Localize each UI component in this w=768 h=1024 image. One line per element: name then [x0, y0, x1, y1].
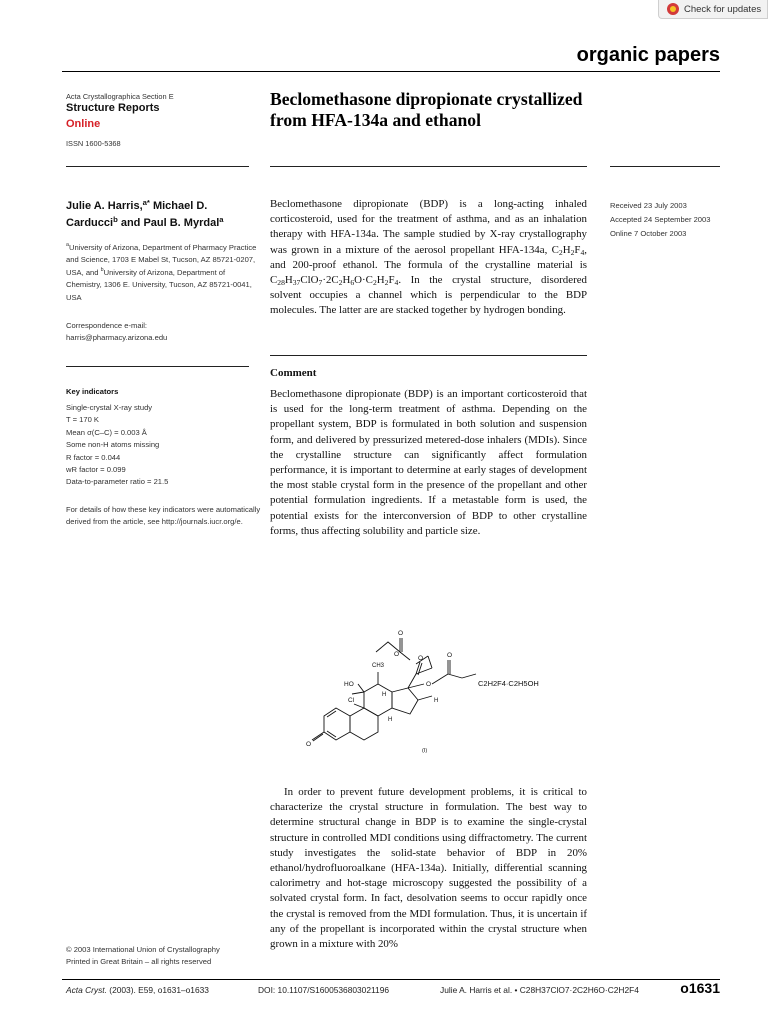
author-name: Michael D.: [149, 200, 208, 212]
key-indicators-title: Key indicators: [66, 387, 119, 396]
key-indicator-item: T = 170 K: [66, 415, 100, 425]
methyl-label: CH3: [372, 663, 385, 669]
check-for-updates-button[interactable]: [658, 0, 768, 19]
key-indicators-note: For details of how these key indicators were automatically derived from the article, see http://journals.iucr.org/e.: [66, 505, 261, 527]
comment-paragraph: In order to prevent future development problems, it is critical to characterize the crystal structure in formulation. The best way to determine structural change in BDP is to examine the single-crystal structure in controlled MDI conditions using diffractometry. The current study investigates the solid-state behavior of BDP in 20% ethanol/hydrofluoroalkane (HFA-134a). Initially, differential scanning calorimetry and hot-stage microscopy suggested the possibility of a solvated crystal form. In fact, desolvation seems to occur rapidly once the crystal is removed from the MDI formulation. Thus, it is uncertain if any of the propellant is incorporated within the crystal structure when grown in a mixture with 20%: [270, 786, 587, 951]
accepted-date: Accepted 24 September 2003: [610, 215, 711, 224]
subscript: 2: [570, 247, 575, 257]
footer-doi[interactable]: DOI: 10.1107/S1600536803021196: [258, 985, 390, 995]
hydrogen-label: H: [388, 717, 393, 723]
author-name: Carducci: [66, 217, 114, 229]
abstract-text: ClO: [300, 274, 319, 287]
subscript: 28: [277, 278, 285, 288]
author-name: and Paul B. Myrdal: [117, 217, 220, 229]
affiliation-text: University of Arizona, Department of Pharmacy Practice and Science, 1703 E Mabel St, Tucson, AZ 85721-0207, USA, and: [66, 243, 257, 277]
abstract-text: O·C: [354, 274, 373, 287]
abstract-text: , and 200-proof ethanol. The formula of the crystalline material is C: [270, 243, 587, 287]
header-divider: [62, 71, 720, 72]
footer-formula: C28H37ClO7·2C2H6O·C2H2F4: [519, 985, 639, 995]
copyright-line: Printed in Great Britain – all rights reserved: [66, 957, 212, 967]
hydrogen-label: H: [382, 692, 387, 698]
author-affiliation-mark: b: [113, 215, 118, 224]
correspondence-label: Correspondence e-mail:: [66, 321, 148, 330]
chemical-structure-diagram: [296, 604, 596, 764]
abstract-text: . In the crystal structure, disordered solvent occupies a channel which is perpendicular to the BDP molecules. The latter are are stacked together by hydrogen bonding.: [270, 274, 587, 317]
affiliation-text: University of Arizona, Department of Chemistry, 1306 E. University, Tucson, AZ 85721-0041, USA: [66, 267, 252, 302]
section-header: organic papers: [576, 44, 720, 66]
key-indicator-item: wR factor = 0.099: [66, 465, 126, 475]
subscript: 2: [338, 278, 343, 288]
chlorine-label: Cl: [348, 697, 355, 704]
author-name: Julie A. Harris,: [66, 200, 143, 212]
check-for-updates-label: Check for updates: [684, 3, 762, 15]
affiliations: [66, 242, 258, 304]
footer-year-pages: (2003). E59, o1631–o1633: [106, 985, 209, 995]
title-line: from HFA-134a and ethanol: [270, 110, 481, 130]
footer-separator: •: [512, 985, 520, 995]
oxygen-atom-label: O: [447, 652, 453, 659]
correspondence-email-link[interactable]: harris@pharmacy.arizona.edu: [66, 333, 168, 343]
comment-paragraph: Beclomethasone dipropionate (BDP) is an important corticosteroid that is used for the long-term treatment of asthma. Depending on the propellant system, BDP is formulated in both solution and suspension form, and delivered by pressurized metered-dose inhalers (MDIs). Since the crystalline structure can significantly affect formulation performance, it is important to determine at early stages of development the most stable crystal form in the presence of the propellant and other potential formulation ingredients. If a metastable form is used, the potential exists for the interconversion of BDP to other crystalline forms, thus affecting solubility and particle size.: [270, 388, 587, 537]
subscript: 2: [384, 278, 389, 288]
footer-authors: [440, 985, 639, 995]
affiliation-mark: b: [100, 266, 104, 273]
subscript: 37: [292, 278, 301, 288]
copyright: [66, 944, 266, 969]
journal-name: Acta Crystallographica Section E: [66, 92, 174, 101]
abstract-text: H: [376, 274, 385, 287]
key-indicator-item: Some non-H atoms missing: [66, 440, 160, 450]
subscript: 2: [558, 247, 563, 257]
author-affiliation-mark: a: [219, 215, 224, 224]
key-indicator-item: R factor = 0.044: [66, 452, 121, 462]
abstract-text: H: [342, 274, 351, 287]
divider: [66, 166, 249, 167]
key-indicators-list: [66, 402, 256, 489]
journal-online-label: Online: [66, 118, 101, 130]
subscript: 4: [580, 247, 585, 257]
oxygen-atom-label: O: [306, 741, 312, 748]
compound-label: (I): [422, 748, 428, 754]
article-title: [270, 89, 670, 131]
key-indicator-item: Data-to-parameter ratio = 21.5: [66, 477, 169, 487]
subscript: 4: [394, 278, 399, 288]
subscript: 7: [318, 278, 323, 288]
hydrogen-label: H: [434, 698, 439, 704]
author-affiliation-mark: a*: [142, 198, 150, 207]
divider: [270, 355, 587, 356]
solvent-formula-label: C2H2F4·C2H5OH: [478, 679, 539, 688]
abstract-text: H: [562, 243, 571, 256]
abstract-text: F: [574, 243, 581, 256]
received-date: Received 23 July 2003: [610, 201, 687, 210]
oxygen-atom-label: O: [426, 681, 432, 688]
article-dates: [610, 199, 728, 241]
divider: [66, 366, 249, 367]
correspondence: [66, 320, 256, 345]
footer-author-text: Julie A. Harris et al.: [440, 985, 513, 995]
footer-divider: [62, 979, 720, 980]
footer-journal-name: Acta Cryst.: [66, 985, 107, 995]
divider: [610, 166, 720, 167]
oxygen-atom-label: O: [398, 630, 404, 637]
oxygen-atom-label: O: [394, 651, 400, 658]
abstract-text: H: [284, 274, 293, 287]
abstract-text: F: [388, 274, 395, 287]
key-indicator-item: Single-crystal X-ray study: [66, 403, 153, 412]
author-list: [66, 198, 251, 232]
update-icon: [667, 3, 679, 15]
subscript: 6: [350, 278, 355, 288]
key-indicator-item: Mean σ(C–C) = 0.003 Å: [66, 427, 147, 437]
comment-heading: Comment: [270, 367, 317, 379]
affiliation-mark: a: [66, 242, 69, 248]
issn: ISSN 1600-5368: [66, 139, 121, 148]
oxygen-atom-label: O: [418, 655, 424, 662]
subscript: 2: [372, 278, 377, 288]
abstract-text: ·2C: [322, 274, 339, 287]
abstract-text: Beclomethasone dipropionate (BDP) is a long-acting inhaled corticosteroid, used for the treatment of asthma, and as an inhalation therapy with HFA-134a. The sample studied by X-ray crystallography was grown in a mixture of the aerosol propellant HFA-134a, C: [270, 198, 587, 256]
journal-section: Structure Reports: [66, 102, 160, 114]
abstract: [270, 197, 587, 319]
hydroxyl-label: HO: [344, 681, 354, 688]
divider: [270, 166, 587, 167]
footer-citation: [66, 985, 209, 995]
online-date: Online 7 October 2003: [610, 229, 687, 238]
title-line: Beclomethasone dipropionate crystallized: [270, 89, 583, 109]
page-number: o1631: [680, 980, 720, 996]
copyright-line: © 2003 International Union of Crystallography: [66, 945, 220, 954]
